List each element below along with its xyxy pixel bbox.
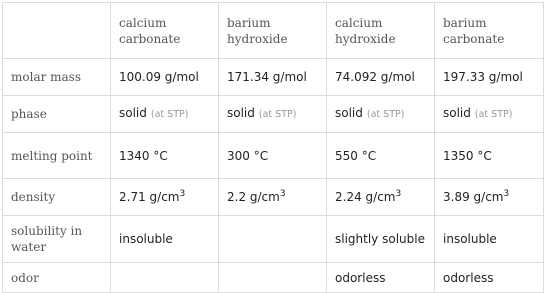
density-exponent: 3 [179,189,186,199]
melting-point-value: 1340 °C [111,133,219,179]
phase-note: (at STP) [366,109,405,120]
odor-value: odorless [327,263,435,293]
odor-value [111,263,219,293]
molar-mass-row [3,59,544,96]
density-value: 2.24 g/cm [335,190,396,204]
row-label-solubility: solubility in water [3,216,111,263]
row-label-molar-mass: molar mass [3,59,111,96]
molar-mass-value: 171.34 g/mol [219,59,327,96]
phase-value: solid [119,106,147,120]
phase-value: solid [335,106,363,120]
molar-mass-value: 74.092 g/mol [327,59,435,96]
solubility-value [219,216,327,263]
melting-point-value: 550 °C [327,133,435,179]
melting-point-value: 1350 °C [435,133,544,179]
density-value: 3.89 g/cm [443,190,504,204]
density-value: 2.71 g/cm [119,190,180,204]
phase-note: (at STP) [474,109,513,120]
column-header-barium-carbonate: barium carbonate [435,3,544,59]
density-cell [327,179,435,216]
solubility-value: insoluble [111,216,219,263]
density-cell [111,179,219,216]
column-header-calcium-carbonate: calcium carbonate [111,3,219,59]
row-label-odor: odor [3,263,111,293]
odor-value: odorless [435,263,544,293]
phase-cell [435,96,544,133]
molar-mass-value: 197.33 g/mol [435,59,544,96]
row-label-phase: phase [3,96,111,133]
phase-cell [327,96,435,133]
density-exponent: 3 [279,189,286,199]
corner-cell [3,3,111,59]
odor-row [3,263,544,293]
density-cell [219,179,327,216]
density-exponent: 3 [503,189,510,199]
density-row [3,179,544,216]
phase-value: solid [227,106,255,120]
solubility-value: slightly soluble [327,216,435,263]
melting-point-row [3,133,544,179]
molar-mass-value: 100.09 g/mol [111,59,219,96]
phase-value: solid [443,106,471,120]
properties-table [2,2,544,293]
phase-row [3,96,544,133]
phase-note: (at STP) [150,109,189,120]
phase-cell [111,96,219,133]
column-header-barium-hydroxide: barium hydroxide [219,3,327,59]
header-row [3,3,544,59]
row-label-melting-point: melting point [3,133,111,179]
phase-cell [219,96,327,133]
column-header-calcium-hydroxide: calcium hydroxide [327,3,435,59]
density-exponent: 3 [395,189,402,199]
phase-note: (at STP) [258,109,297,120]
melting-point-value: 300 °C [219,133,327,179]
solubility-value: insoluble [435,216,544,263]
solubility-row [3,216,544,263]
odor-value [219,263,327,293]
density-value: 2.2 g/cm [227,190,280,204]
density-cell [435,179,544,216]
row-label-density: density [3,179,111,216]
